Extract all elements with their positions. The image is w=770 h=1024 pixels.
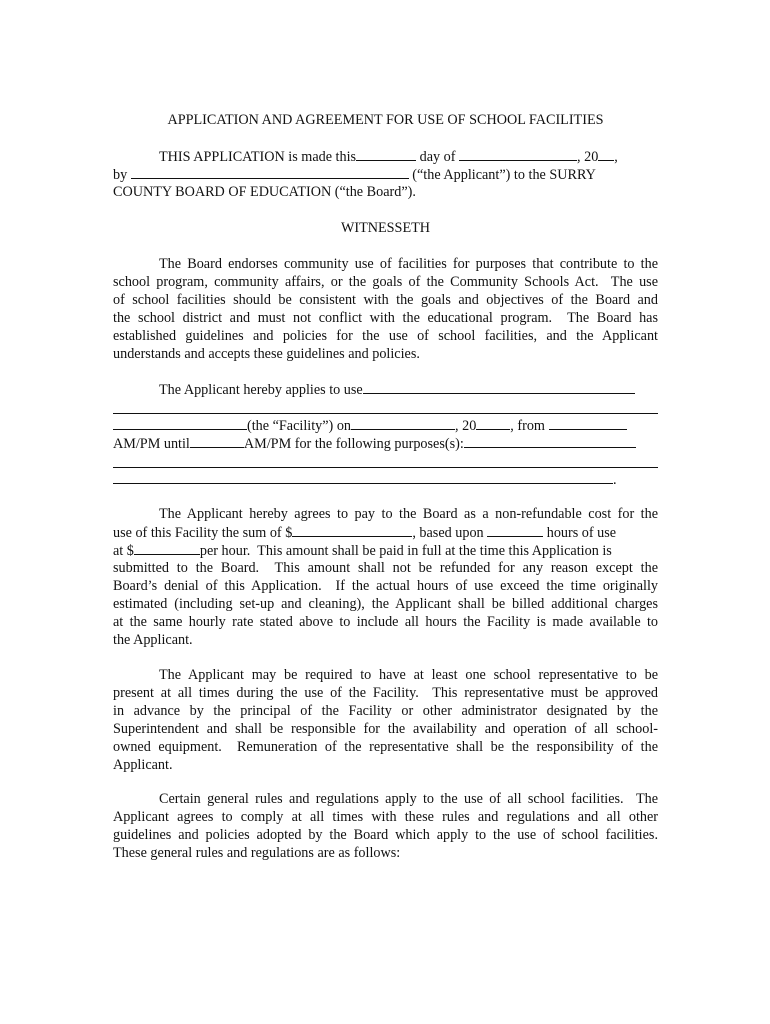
document-title: APPLICATION AND AGREEMENT FOR USE OF SCHOOL FACILITIES [167, 112, 604, 128]
text-line: the school district and must not conflict with the educational program. The Board has [113, 310, 658, 326]
paragraph-application [113, 380, 658, 488]
text-line: The Board endorses community use of facilities for purposes that contribute to the [159, 256, 658, 272]
witnesseth-heading: WITNESSETH [340, 220, 431, 236]
text-line: the Applicant. [113, 632, 193, 648]
text-line: established guidelines and policies for the use of school facilities, and the Applicant [113, 328, 658, 344]
paragraph-payment [113, 505, 658, 649]
use-year-blank[interactable] [476, 416, 510, 430]
text-line: Superintendent and shall be responsible for the availability and operation of all school- [113, 721, 658, 737]
paragraph-endorsement [113, 255, 658, 363]
text-line: present at all times during the use of the Facility. This representative must be approved [113, 685, 658, 701]
facility-blank-3[interactable] [113, 416, 247, 430]
text-line: in advance by the principal of the Facility or other administrator designated by the [113, 703, 658, 719]
text-line: Certain general rules and regulations apply to the use of all school facilities. The [159, 791, 658, 807]
apply-line-6: . [113, 470, 658, 488]
text-line: guidelines and policies adopted by the Board which apply to the use of school facilities. [113, 827, 658, 843]
hours-blank[interactable] [487, 523, 543, 537]
text-line: school program, community affairs, or the goals of the Community Schools Act. The use [113, 274, 658, 290]
from-time-blank[interactable] [549, 416, 627, 430]
facility-blank-2[interactable] [113, 413, 658, 414]
intro-line-1: THIS APPLICATION is made this day of , 20 , [159, 149, 618, 165]
day-blank[interactable] [356, 147, 416, 161]
intro-line-2: by (“the Applicant”) to the SURRY [113, 167, 596, 183]
text-line: of school facilities should be consistent with the goals and objectives of the Board and [113, 292, 658, 308]
facility-blank-1[interactable] [363, 380, 635, 394]
apply-line-4: AM/PM until AM/PM for the following purposes(s): [113, 434, 658, 452]
intro-paragraph [113, 147, 658, 201]
month-blank[interactable] [459, 147, 577, 161]
purposes-blank-3[interactable] [113, 470, 613, 484]
paragraph-rules [113, 790, 658, 862]
text-line: at the same hourly rate stated above to include all hours the Facility is made available to [113, 614, 658, 630]
text-line: owned equipment. Remuneration of the representative shall be the responsibility of the [113, 739, 658, 755]
apply-line-3: (the “Facility”) on , 20 , from [113, 416, 658, 434]
intro-line-3: COUNTY BOARD OF EDUCATION (“the Board”). [113, 184, 416, 200]
text-line: Applicant agrees to comply at all times with these rules and regulations and all other [113, 809, 658, 825]
apply-line-2 [113, 398, 658, 416]
text-line: Board’s denial of this Application. If the actual hours of use exceed the time originally [113, 578, 658, 594]
text-line: use of this Facility the sum of $ , based upon hours of use [113, 525, 617, 541]
purposes-blank-1[interactable] [464, 434, 636, 448]
text-line: Applicant. [113, 757, 173, 773]
use-date-blank[interactable] [351, 416, 455, 430]
until-time-blank[interactable] [190, 434, 244, 448]
hourly-rate-blank[interactable] [134, 541, 200, 555]
apply-line-5 [113, 452, 658, 470]
paragraph-representative [113, 666, 658, 774]
text-line: understands and accepts these guidelines and policies. [113, 346, 420, 362]
text-line: submitted to the Board. This amount shall not be refunded for any reason except the [113, 560, 658, 576]
purposes-blank-2[interactable] [113, 467, 658, 468]
sum-blank[interactable] [292, 523, 412, 537]
applicant-name-blank[interactable] [131, 165, 409, 179]
year-blank[interactable] [598, 147, 614, 161]
text-line: The Applicant may be required to have at least one school representative to be [159, 667, 658, 683]
text-line: at $ per hour. This amount shall be paid in full at the time this Application is [113, 543, 612, 559]
apply-line-1: The Applicant hereby applies to use [113, 380, 658, 398]
text-line: These general rules and regulations are as follows: [113, 845, 401, 861]
text-line: estimated (including set-up and cleaning), the Applicant shall be billed additional charges [113, 596, 658, 612]
text-line: The Applicant hereby agrees to pay to the Board as a non-refundable cost for the [159, 506, 658, 522]
